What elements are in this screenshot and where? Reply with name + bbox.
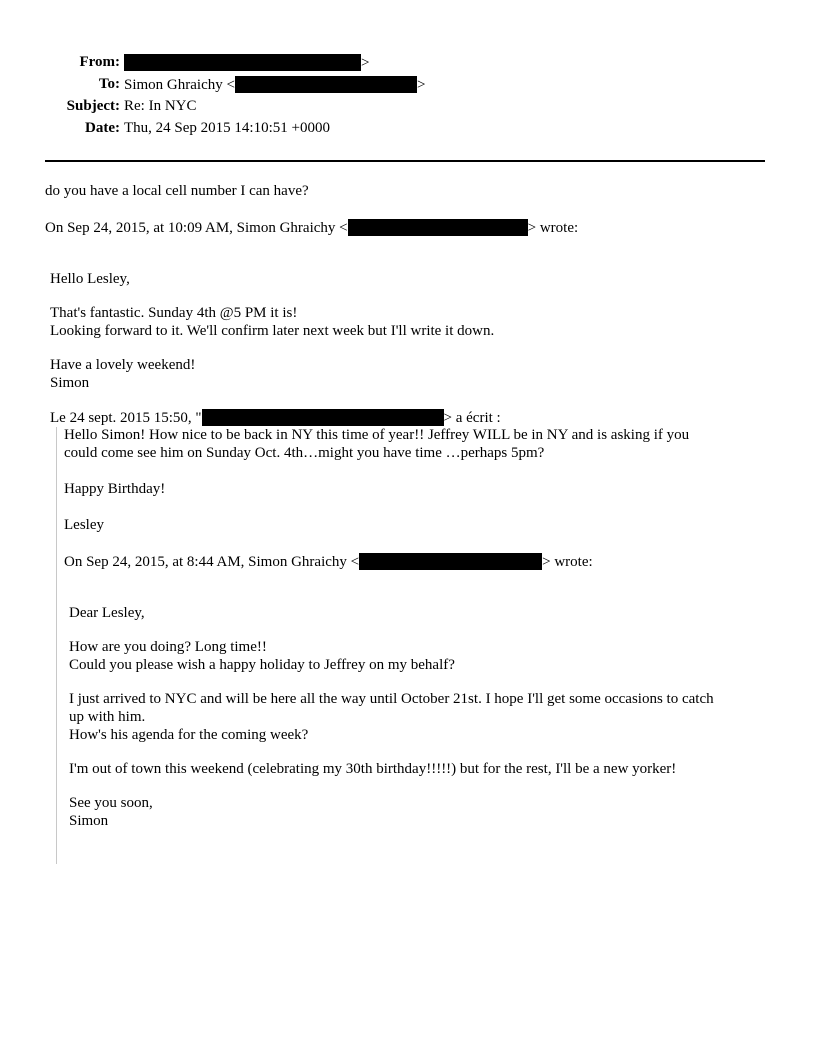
attribution-2-suffix: > a écrit : (443, 410, 501, 426)
subject-value: Re: In NYC (124, 98, 197, 114)
from-label: From: (79, 54, 120, 70)
attribution-1-suffix: > wrote: (527, 220, 579, 236)
attribution-3 (64, 553, 593, 571)
lesley-line-3: Happy Birthday! (64, 481, 166, 497)
quote-bar (56, 427, 57, 864)
from-suffix: > (361, 55, 370, 71)
to-suffix: > (416, 77, 426, 93)
redaction-bar (202, 409, 444, 426)
orig-line-1: How are you doing? Long time!! (69, 639, 267, 655)
orig-line-2: Could you please wish a happy holiday to Jeffrey on my behalf? (69, 657, 455, 673)
to-prefix: Simon Ghraichy < (124, 77, 235, 93)
to-label: To: (98, 76, 120, 92)
orig-line-5: How's his agenda for the coming week? (69, 727, 309, 743)
header-divider (45, 160, 765, 162)
attribution-1 (45, 219, 578, 237)
lesley-signoff: Lesley (64, 517, 104, 533)
attribution-2 (50, 409, 501, 427)
date-value: Thu, 24 Sep 2015 14:10:51 +0000 (124, 120, 330, 136)
redaction-bar (359, 553, 542, 570)
orig-line-4: up with him. (69, 709, 146, 725)
subject-label: Subject: (66, 98, 120, 114)
attribution-3-suffix: > wrote: (542, 554, 593, 570)
orig-line-7: See you soon, (69, 795, 153, 811)
attribution-3-prefix: On Sep 24, 2015, at 8:44 AM, Simon Ghraichy < (64, 554, 360, 570)
attribution-1-prefix: On Sep 24, 2015, at 10:09 AM, Simon Ghraichy < (45, 220, 348, 236)
simon-line-3: Have a lovely weekend! (50, 357, 196, 373)
orig-line-3: I just arrived to NYC and will be here all the way until October 21st. I hope I'll get some occasions to catch (69, 691, 714, 707)
redaction-bar (235, 76, 417, 93)
redaction-bar (124, 54, 361, 71)
lesley-line-1: Hello Simon! How nice to be back in NY this time of year!! Jeffrey WILL be in NY and is asking if you (64, 427, 690, 443)
simon-line-2: Looking forward to it. We'll confirm later next week but I'll write it down. (50, 323, 495, 339)
orig-greeting: Dear Lesley, (69, 605, 145, 621)
to-value (124, 76, 425, 94)
simon-greeting: Hello Lesley, (50, 271, 130, 287)
simon-signoff: Simon (50, 375, 90, 391)
from-value (124, 54, 369, 72)
reply-text: do you have a local cell number I can have? (45, 183, 309, 199)
orig-line-6: I'm out of town this weekend (celebrating my 30th birthday!!!!!) but for the rest, I'll be a new yorker! (69, 761, 677, 777)
orig-signoff: Simon (69, 813, 109, 829)
simon-line-1: That's fantastic. Sunday 4th @5 PM it is! (50, 305, 298, 321)
lesley-line-2: could come see him on Sunday Oct. 4th…might you have time …perhaps 5pm? (64, 445, 545, 461)
redaction-bar (348, 219, 528, 236)
attribution-2-prefix: Le 24 sept. 2015 15:50, " (50, 410, 202, 426)
date-label: Date: (85, 120, 120, 136)
